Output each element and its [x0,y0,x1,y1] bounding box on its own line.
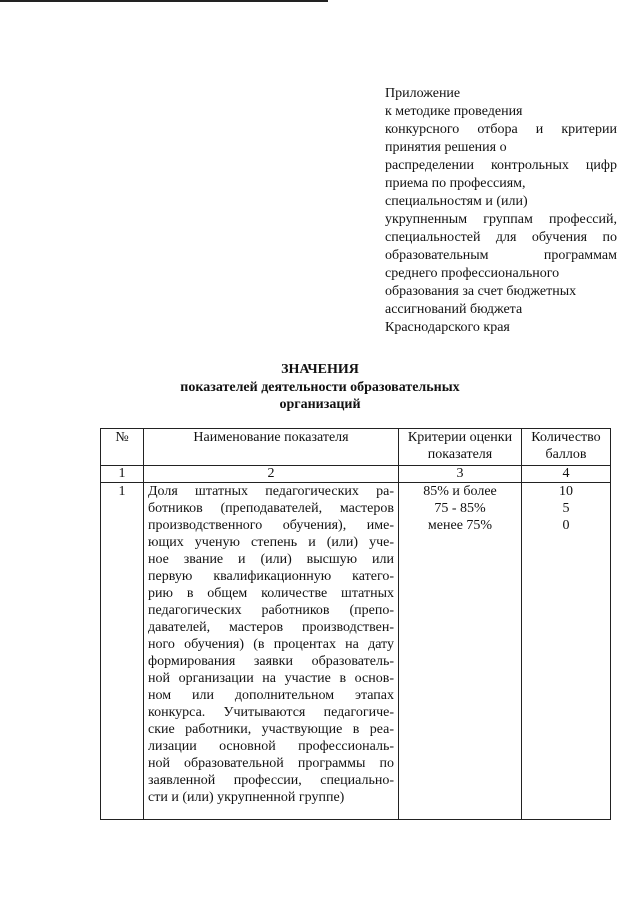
description-line: педагогических работников (препо- [148,603,394,618]
description-line: сти и (или) укрупненной группе) [148,790,345,805]
description-line: ной образовательной программы по [148,756,394,771]
column-number: 4 [522,466,611,483]
description-line: Доля штатных педагогических ра- [148,484,394,499]
appendix-line: приема по профессиям, [385,176,526,191]
row-description [144,483,399,820]
description-line: ские работники, участвующие в реа- [148,722,394,737]
appendix-line: укрупненным группам профессий, [385,212,617,227]
document-subtitle-line-2: организаций [279,397,361,412]
indicators-table [100,428,611,820]
document-subtitle-line-1: показателей деятельности образовательных [180,380,460,395]
description-line: ное звание и (или) высшую или [148,552,394,567]
appendix-line: среднего профессионального [385,266,560,281]
appendix-line: специальностям и (или) [385,194,528,209]
score-item: 0 [562,518,570,533]
column-number: 2 [144,466,399,483]
header-score-line-2: баллов [545,447,587,462]
description-line: лизации основной профессиональ- [148,739,394,754]
appendix-line: образовательным программам [385,248,617,263]
header-criteria-line-2: показателя [427,447,493,462]
appendix-block [385,85,617,337]
description-line: рию в общем количестве штатных [148,586,394,601]
row-num: 1 [101,483,144,820]
row-scores [522,483,611,820]
table-header-row [101,429,611,466]
appendix-line: Приложение [385,86,461,101]
table-row [101,483,611,820]
criteria-item: 85% и более [423,484,497,499]
column-number: 1 [101,466,144,483]
appendix-line: специальностей для обучения по [385,230,617,245]
description-line: ного обучения) (в процентах на дату [148,637,394,652]
description-line: ном или дополнительном этапах [148,688,394,703]
description-line: ющих ученую степень и (или) уче- [148,535,394,550]
appendix-line: распределении контрольных цифр [385,158,617,173]
score-item: 10 [559,484,573,499]
top-rule [0,0,328,2]
appendix-line: принятия решения о [385,140,507,155]
description-line: заявленной профессии, специально- [148,773,394,788]
description-line: формирования заявки образователь- [148,654,394,669]
document-title: ЗНАЧЕНИЯ [281,362,359,377]
criteria-item: менее 75% [427,518,493,533]
appendix-line: Краснодарского края [385,320,510,335]
appendix-line: к методике проведения [385,104,523,119]
description-line: конкурса. Учитываются педагогиче- [148,705,394,720]
header-name: Наименование показателя [144,429,399,466]
score-item: 5 [562,501,570,516]
header-score [522,429,611,466]
header-score-line-1: Количество [531,430,601,445]
description-line: первую квалификационную катего- [148,569,394,584]
description-line: производственного обучения), име- [148,518,394,533]
criteria-item: 75 - 85% [434,501,486,516]
appendix-line: образования за счет бюджетных [385,284,577,299]
description-line: давателей, мастеров производствен- [148,620,394,635]
column-number: 3 [399,466,522,483]
row-criteria [399,483,522,820]
column-number-row [101,466,611,483]
description-line: ботников (преподавателей, мастеров [148,501,394,516]
appendix-line: ассигнований бюджета [385,302,523,317]
header-criteria [399,429,522,466]
appendix-line: конкурсного отбора и критерии [385,122,617,137]
header-criteria-line-1: Критерии оценки [407,430,513,445]
description-line: ной организации на участие в основ- [148,671,394,686]
header-num: № [101,429,144,466]
